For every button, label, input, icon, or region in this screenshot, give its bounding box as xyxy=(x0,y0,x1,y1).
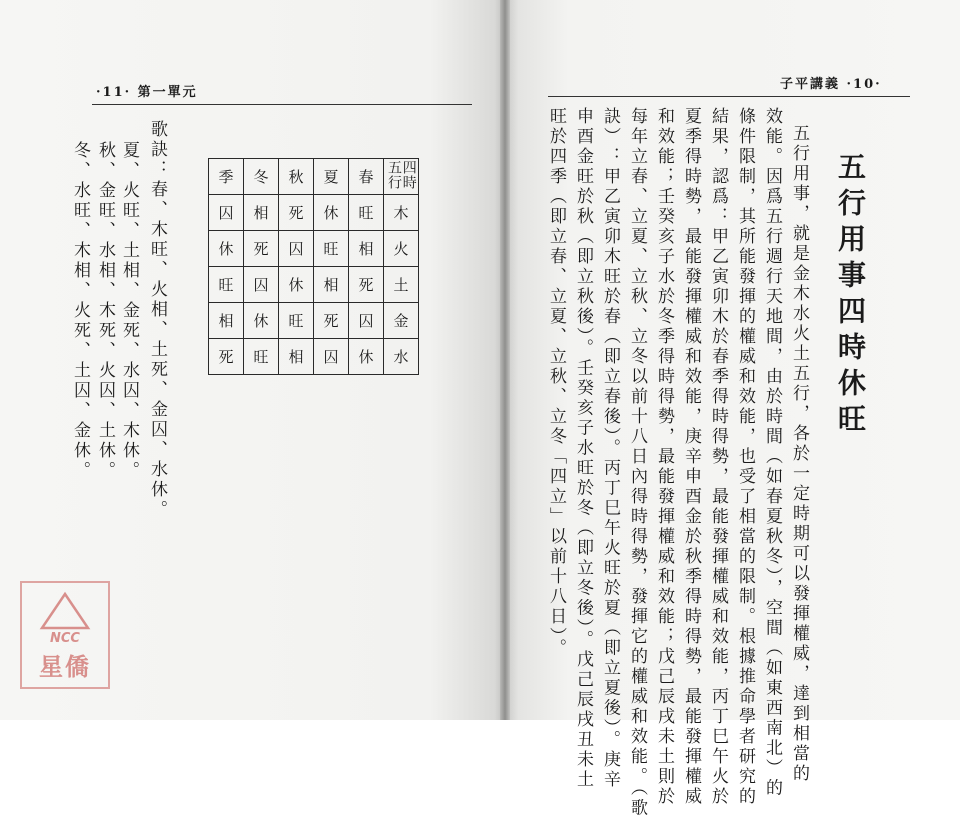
table-cell: 夏 xyxy=(314,159,349,195)
triangle-logo-icon xyxy=(38,591,92,631)
body-column: 五行用事，就是金木水火土五行，各於一定時期可以發揮權威，達到相當的 xyxy=(789,124,809,784)
body-column: 條件限制，其所能發揮的權威和效能，也受了相當的限制。根據推命學者研究的 xyxy=(735,107,755,807)
table-row xyxy=(209,339,419,375)
table-cell: 死 xyxy=(209,339,244,375)
table-cell: 旺 xyxy=(314,231,349,267)
verse-column-3: 秋、金旺、水相、木死、火囚、土休。 xyxy=(95,141,115,481)
table-cell: 季 xyxy=(209,159,244,195)
table-cell: 死 xyxy=(244,231,279,267)
table-cell: 囚 xyxy=(349,303,384,339)
table-cell: 相 xyxy=(209,303,244,339)
table-cell: 休 xyxy=(244,303,279,339)
body-column: 夏季得時勢，最能發揮權威和效能，庚辛申酉金於秋季得時得勢，最能發揮權威 xyxy=(681,107,701,807)
right-header-rule xyxy=(548,96,910,97)
table-cell: 金 xyxy=(384,303,419,339)
table-cell: 囚 xyxy=(244,267,279,303)
section-heading: 五行用事四時休旺 xyxy=(834,152,867,440)
left-header-rule xyxy=(92,104,472,105)
table-cell: 木 xyxy=(384,195,419,231)
table-cell: 囚 xyxy=(314,339,349,375)
table-cell: 死 xyxy=(349,267,384,303)
book-gutter xyxy=(500,0,510,720)
table-cell: 冬 xyxy=(244,159,279,195)
table-cell: 死 xyxy=(314,303,349,339)
table-cell: 水 xyxy=(384,339,419,375)
table-cell: 春 xyxy=(349,159,384,195)
body-column: 旺於四季（即立春、立夏、立秋、立冬「四立」以前十八日）。 xyxy=(546,107,566,659)
table-cell: 死 xyxy=(279,195,314,231)
table-cell: 相 xyxy=(349,231,384,267)
body-column: 訣）：甲乙寅卯木旺於春（即立春後）。丙丁巳午火旺於夏（即立夏後）。庚辛 xyxy=(600,107,620,790)
table-cell: 休 xyxy=(209,231,244,267)
table-cell: 休 xyxy=(279,267,314,303)
right-page-header: 子平講義 ·10· xyxy=(780,77,882,92)
table-cell: 相 xyxy=(314,267,349,303)
table-row xyxy=(209,195,419,231)
body-column: 和效能；壬癸亥子水於冬季得時得勢，最能發揮權威和效能；戊己辰戌未土則於 xyxy=(654,107,674,807)
table-cell: 旺 xyxy=(244,339,279,375)
ncc-watermark-stamp xyxy=(20,581,110,689)
table-row xyxy=(209,159,419,195)
verse-column-2: 夏、火旺、土相、金死、水囚、木休。 xyxy=(119,141,139,481)
table-cell: 旺 xyxy=(209,267,244,303)
stamp-cjk-text: 星僑 xyxy=(39,652,91,681)
body-column: 結果，認爲：甲乙寅卯木於春季得時得勢，最能發揮權威和效能，丙丁巳午火於 xyxy=(708,107,728,807)
stamp-latin-text: NCC xyxy=(50,631,80,646)
table-row xyxy=(209,231,419,267)
table-cell: 囚 xyxy=(209,195,244,231)
table-cell: 旺 xyxy=(349,195,384,231)
table-row xyxy=(209,303,419,339)
table-cell: 火 xyxy=(384,231,419,267)
verse-column-4: 冬、水旺、木相、火死、土囚、金休。 xyxy=(70,141,90,481)
table-cell: 相 xyxy=(279,339,314,375)
table-cell: 秋 xyxy=(279,159,314,195)
table-cell: 四時五行 xyxy=(384,159,419,195)
table-cell: 休 xyxy=(349,339,384,375)
body-column: 效能。因爲五行週行天地間，由於時間（如春夏秋冬），空間（如東西南北）的 xyxy=(762,107,782,799)
table-cell: 相 xyxy=(244,195,279,231)
table-cell: 囚 xyxy=(279,231,314,267)
body-column: 每年立春、立夏、立秋、立冬以前十八日內得時得勢，發揮它的權威和效能。（歌 xyxy=(627,107,647,819)
table-cell: 休 xyxy=(314,195,349,231)
verse-column-1: 歌訣：春、木旺、火相、土死、金囚、水休。 xyxy=(147,120,167,520)
left-page-header: ·11· 第一單元 xyxy=(96,85,198,100)
body-column: 申酉金旺於秋（即立秋後）。壬癸亥子水旺於冬（即立冬後）。戊己辰戌丑未土 xyxy=(573,107,593,790)
five-elements-season-table xyxy=(208,158,419,375)
table-cell: 旺 xyxy=(279,303,314,339)
table-cell: 土 xyxy=(384,267,419,303)
table-row xyxy=(209,267,419,303)
